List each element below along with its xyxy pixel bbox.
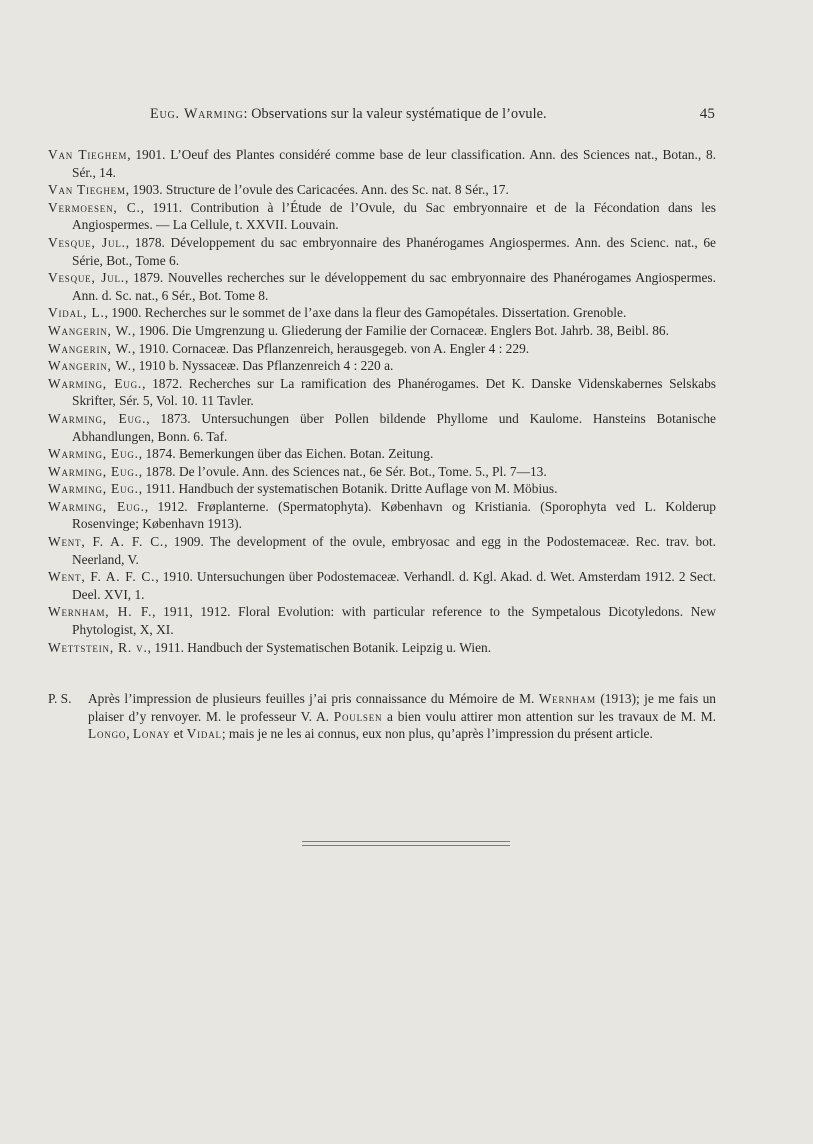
reference-author: Van Tieghem (48, 182, 126, 198)
reference-entry: Went, F. A. F. C., 1910. Untersuchungen über Podostemaceæ. Verhandl. d. Kgl. Akad. d. Wet. Amsterdam 1912. 2 Sect. Deel. XVI, 1. (48, 569, 716, 602)
postscript-name: Lonay (132, 726, 171, 742)
reference-entry: Wernham, H. F., 1911, 1912. Floral Evolution: with particular reference to the Sympetalous Dicotyledons. New Phytologist, X, XI. (48, 604, 717, 638)
postscript (48, 690, 716, 743)
reference-author: Vermoesen, C. (48, 199, 141, 215)
reference-entry: Vesque, Jul., 1878. Développement du sac embryonnaire des Phanérogames Angiospermes. Ann. des Scienc. nat., 6e Série, Bot., Tome 6. (48, 234, 716, 268)
reference-entry: Vermoesen, C., 1911. Contribution à l’Étude de l’Ovule, du Sac embryonnaire et de la Fécondation dans les Angiospermes. — La Cellule, t. XXVII. Louvain. (48, 199, 716, 233)
reference-author: Warming, Eug. (48, 375, 143, 391)
page-number: 45 (699, 106, 715, 122)
reference-author: Warming, Eug. (48, 481, 139, 497)
reference-author: Wernham, H. F. (48, 604, 153, 620)
reference-entry: Went, F. A. F. C., 1909. The development of the ovule, embryosac and egg in the Podostemaceæ. Rec. trav. bot. Neerland, V. (48, 534, 716, 567)
reference-text: 1903. Structure de l’ovule des Caricacées. Ann. des Sc. nat. 8 Sér., 17. (132, 182, 509, 198)
reference-author: Vesque, Jul. (48, 270, 125, 286)
reference-entry: Warming, Eug., 1911. Handbuch der systematischen Botanik. Dritte Auflage von M. Möbius. (48, 481, 558, 497)
reference-text: 1906. Die Umgrenzung u. Gliederung der Familie der Cornaceæ. Englers Bot. Jahrb. 38, Beibl. 86. (138, 322, 669, 338)
postscript-name: Longo (88, 726, 127, 742)
reference-entry: Warming, Eug., 1874. Bemerkungen über das Eichen. Botan. Zeitung. (48, 446, 434, 462)
reference-author: Warming, Eug. (48, 446, 139, 462)
postscript-conjunction: et (173, 726, 184, 742)
reference-author: Wangerin, W. (48, 322, 132, 338)
reference-text: 1873. Untersuchungen über Pollen bildende Phyllome und Kaulome. Hansteins Botanische Abhandlungen, Bonn. 6. Taf. (72, 410, 716, 444)
reference-text: 1900. Recherches sur le sommet de l’axe dans la fleur des Gamopétales. Dissertation. Grenoble. (111, 305, 627, 321)
postscript-body (88, 690, 716, 743)
header-text: Observations sur la valeur systématique de l’ovule. (251, 106, 547, 122)
reference-entry: Van Tieghem, 1903. Structure de l’ovule des Caricacées. Ann. des Sc. nat. 8 Sér., 17. (48, 182, 509, 198)
reference-author: Van Tieghem (48, 147, 128, 162)
reference-text: 1910. Cornaceæ. Das Pflanzenreich, herausgegeb. von A. Engler 4 : 229. (138, 340, 530, 356)
reference-author: Vidal, L. (48, 305, 105, 321)
reference-author: Vesque, Jul. (48, 234, 126, 250)
reference-entry: Warming, Eug., 1872. Recherches sur La ramification des Phanérogames. Det K. Danske Videnskabernes Selskabs Skrifter, Sér. 5, Vol. 10. 11 Tavler. (48, 375, 717, 409)
reference-author: Wangerin, W. (48, 340, 132, 356)
reference-author: Warming, Eug. (48, 463, 139, 479)
reference-text: 1879. Nouvelles recherches sur le développement du sac embryonnaire des Phanérogames Angiospermes. Ann. d. Sc. nat., 6 Sér., Bot. Tome 8. (72, 270, 716, 303)
postscript-text: Après l’impression de plusieurs feuilles j’ai pris connaissance du Mémoire de M. (88, 691, 535, 706)
reference-text: 1874. Bemerkungen über das Eichen. Botan. Zeitung. (145, 446, 434, 462)
postscript-separator: , (126, 726, 130, 742)
reference-entry: Vesque, Jul., 1879. Nouvelles recherches sur le développement du sac embryonnaire des Phanérogames Angiospermes. Ann. d. Sc. nat., 6 Sér., Bot. Tome 8. (48, 270, 716, 303)
reference-list (48, 146, 716, 656)
reference-text: 1912. Frøplanterne. (Spermatophyta). København og Kristiania. (Sporophyta ved L. Kolderup Rosenvinge; København 1913). (72, 498, 716, 532)
reference-entry: Warming, Eug., 1878. De l’ovule. Ann. des Sciences nat., 6e Sér. Bot., Tome. 5., Pl. 7—13. (48, 463, 547, 479)
reference-entry: Wettstein, R. v., 1911. Handbuch der Systematischen Botanik. Leipzig u. Wien. (48, 639, 492, 655)
reference-text: 1911. Contribution à l’Étude de l’Ovule, du Sac embryonnaire et de la Fécondation dans les Angiospermes. — La Cellule, t. XXVII. Louvain. (72, 199, 716, 233)
reference-text: 1909. The development of the ovule, embryosac and egg in the Podostemaceæ. Rec. trav. bot. Neerland, V. (72, 534, 716, 567)
reference-author: Wangerin, W. (48, 358, 132, 374)
reference-text: 1911, 1912. Floral Evolution: with particular reference to the Sympetalous Dicotyledons. New Phytologist, X, XI. (72, 604, 717, 638)
reference-text: 1872. Recherches sur La ramification des Phanérogames. Det K. Danske Videnskabernes Selskabs Skrifter, Sér. 5, Vol. 10. 11 Tavler. (72, 375, 717, 409)
postscript-label: P. S. (48, 691, 72, 706)
reference-author: Warming, Eug. (48, 410, 147, 426)
reference-entry: Van Tieghem, 1901. L’Oeuf des Plantes considéré comme base de leur classification. Ann. des Sciences nat., Botan., 8. Sér., 14. (48, 147, 716, 180)
reference-text: 1910. Untersuchungen über Podostemaceæ. Verhandl. d. Kgl. Akad. d. Wet. Amsterdam 1912. 2 Sect. Deel. XVI, 1. (72, 569, 716, 602)
postscript-text: (1913); je me fais un plaiser d’y renvoyer. M. le professeur V. A. (88, 691, 716, 724)
header-author: Eug. Warming (150, 106, 244, 122)
header-title: Eug. Warming: Observations sur la valeur systématique de l’ovule. (150, 106, 547, 122)
reference-author: Warming, Eug. (48, 498, 145, 514)
reference-text: 1878. Développement du sac embryonnaire des Phanérogames Angiospermes. Ann. des Scienc. nat., 6e Série, Bot., Tome 6. (72, 234, 716, 268)
reference-entry: Warming, Eug., 1873. Untersuchungen über Pollen bildende Phyllome und Kaulome. Hansteins Botanische Abhandlungen, Bonn. 6. Taf. (48, 410, 716, 444)
reference-entry: Warming, Eug., 1912. Frøplanterne. (Spermatophyta). København og Kristiania. (Sporophyta ved L. Kolderup Rosenvinge; København 1913). (48, 498, 716, 532)
reference-author: Wettstein, R. v. (48, 639, 148, 655)
end-rule (302, 841, 510, 846)
postscript-name: Poulsen (333, 708, 383, 724)
reference-text: 1911. Handbuch der Systematischen Botanik. Leipzig u. Wien. (154, 639, 492, 655)
reference-entry: Wangerin, W., 1906. Die Umgrenzung u. Gliederung der Familie der Cornaceæ. Englers Bot. Jahrb. 38, Beibl. 86. (48, 322, 669, 338)
reference-text: 1910 b. Nyssaceæ. Das Pflanzenreich 4 : 220 a. (138, 358, 394, 374)
reference-entry: Wangerin, W., 1910. Cornaceæ. Das Pflanzenreich, herausgegeb. von A. Engler 4 : 229. (48, 340, 530, 356)
reference-text: 1911. Handbuch der systematischen Botanik. Dritte Auflage von M. Möbius. (145, 481, 558, 497)
postscript-text: ; mais je ne les ai connus, eux non plus, qu’après l’impression du présent article. (221, 726, 653, 742)
reference-entry: Wangerin, W., 1910 b. Nyssaceæ. Das Pflanzenreich 4 : 220 a. (48, 358, 394, 374)
reference-author: Went, F. A. F. C. (48, 534, 165, 550)
reference-entry: Vidal, L., 1900. Recherches sur le sommet de l’axe dans la fleur des Gamopétales. Dissertation. Grenoble. (48, 305, 627, 321)
postscript-name: Wernham (538, 691, 596, 706)
postscript-text: a bien voulu attirer mon attention sur les travaux de M. M. (387, 708, 716, 724)
postscript-name: Vidal (186, 726, 222, 742)
reference-author: Went, F. A. F. C. (48, 569, 156, 585)
reference-text: 1878. De l’ovule. Ann. des Sciences nat., 6e Sér. Bot., Tome. 5., Pl. 7—13. (145, 463, 547, 479)
reference-text: 1901. L’Oeuf des Plantes considéré comme base de leur classification. Ann. des Sciences nat., Botan., 8. Sér., 14. (72, 147, 716, 180)
